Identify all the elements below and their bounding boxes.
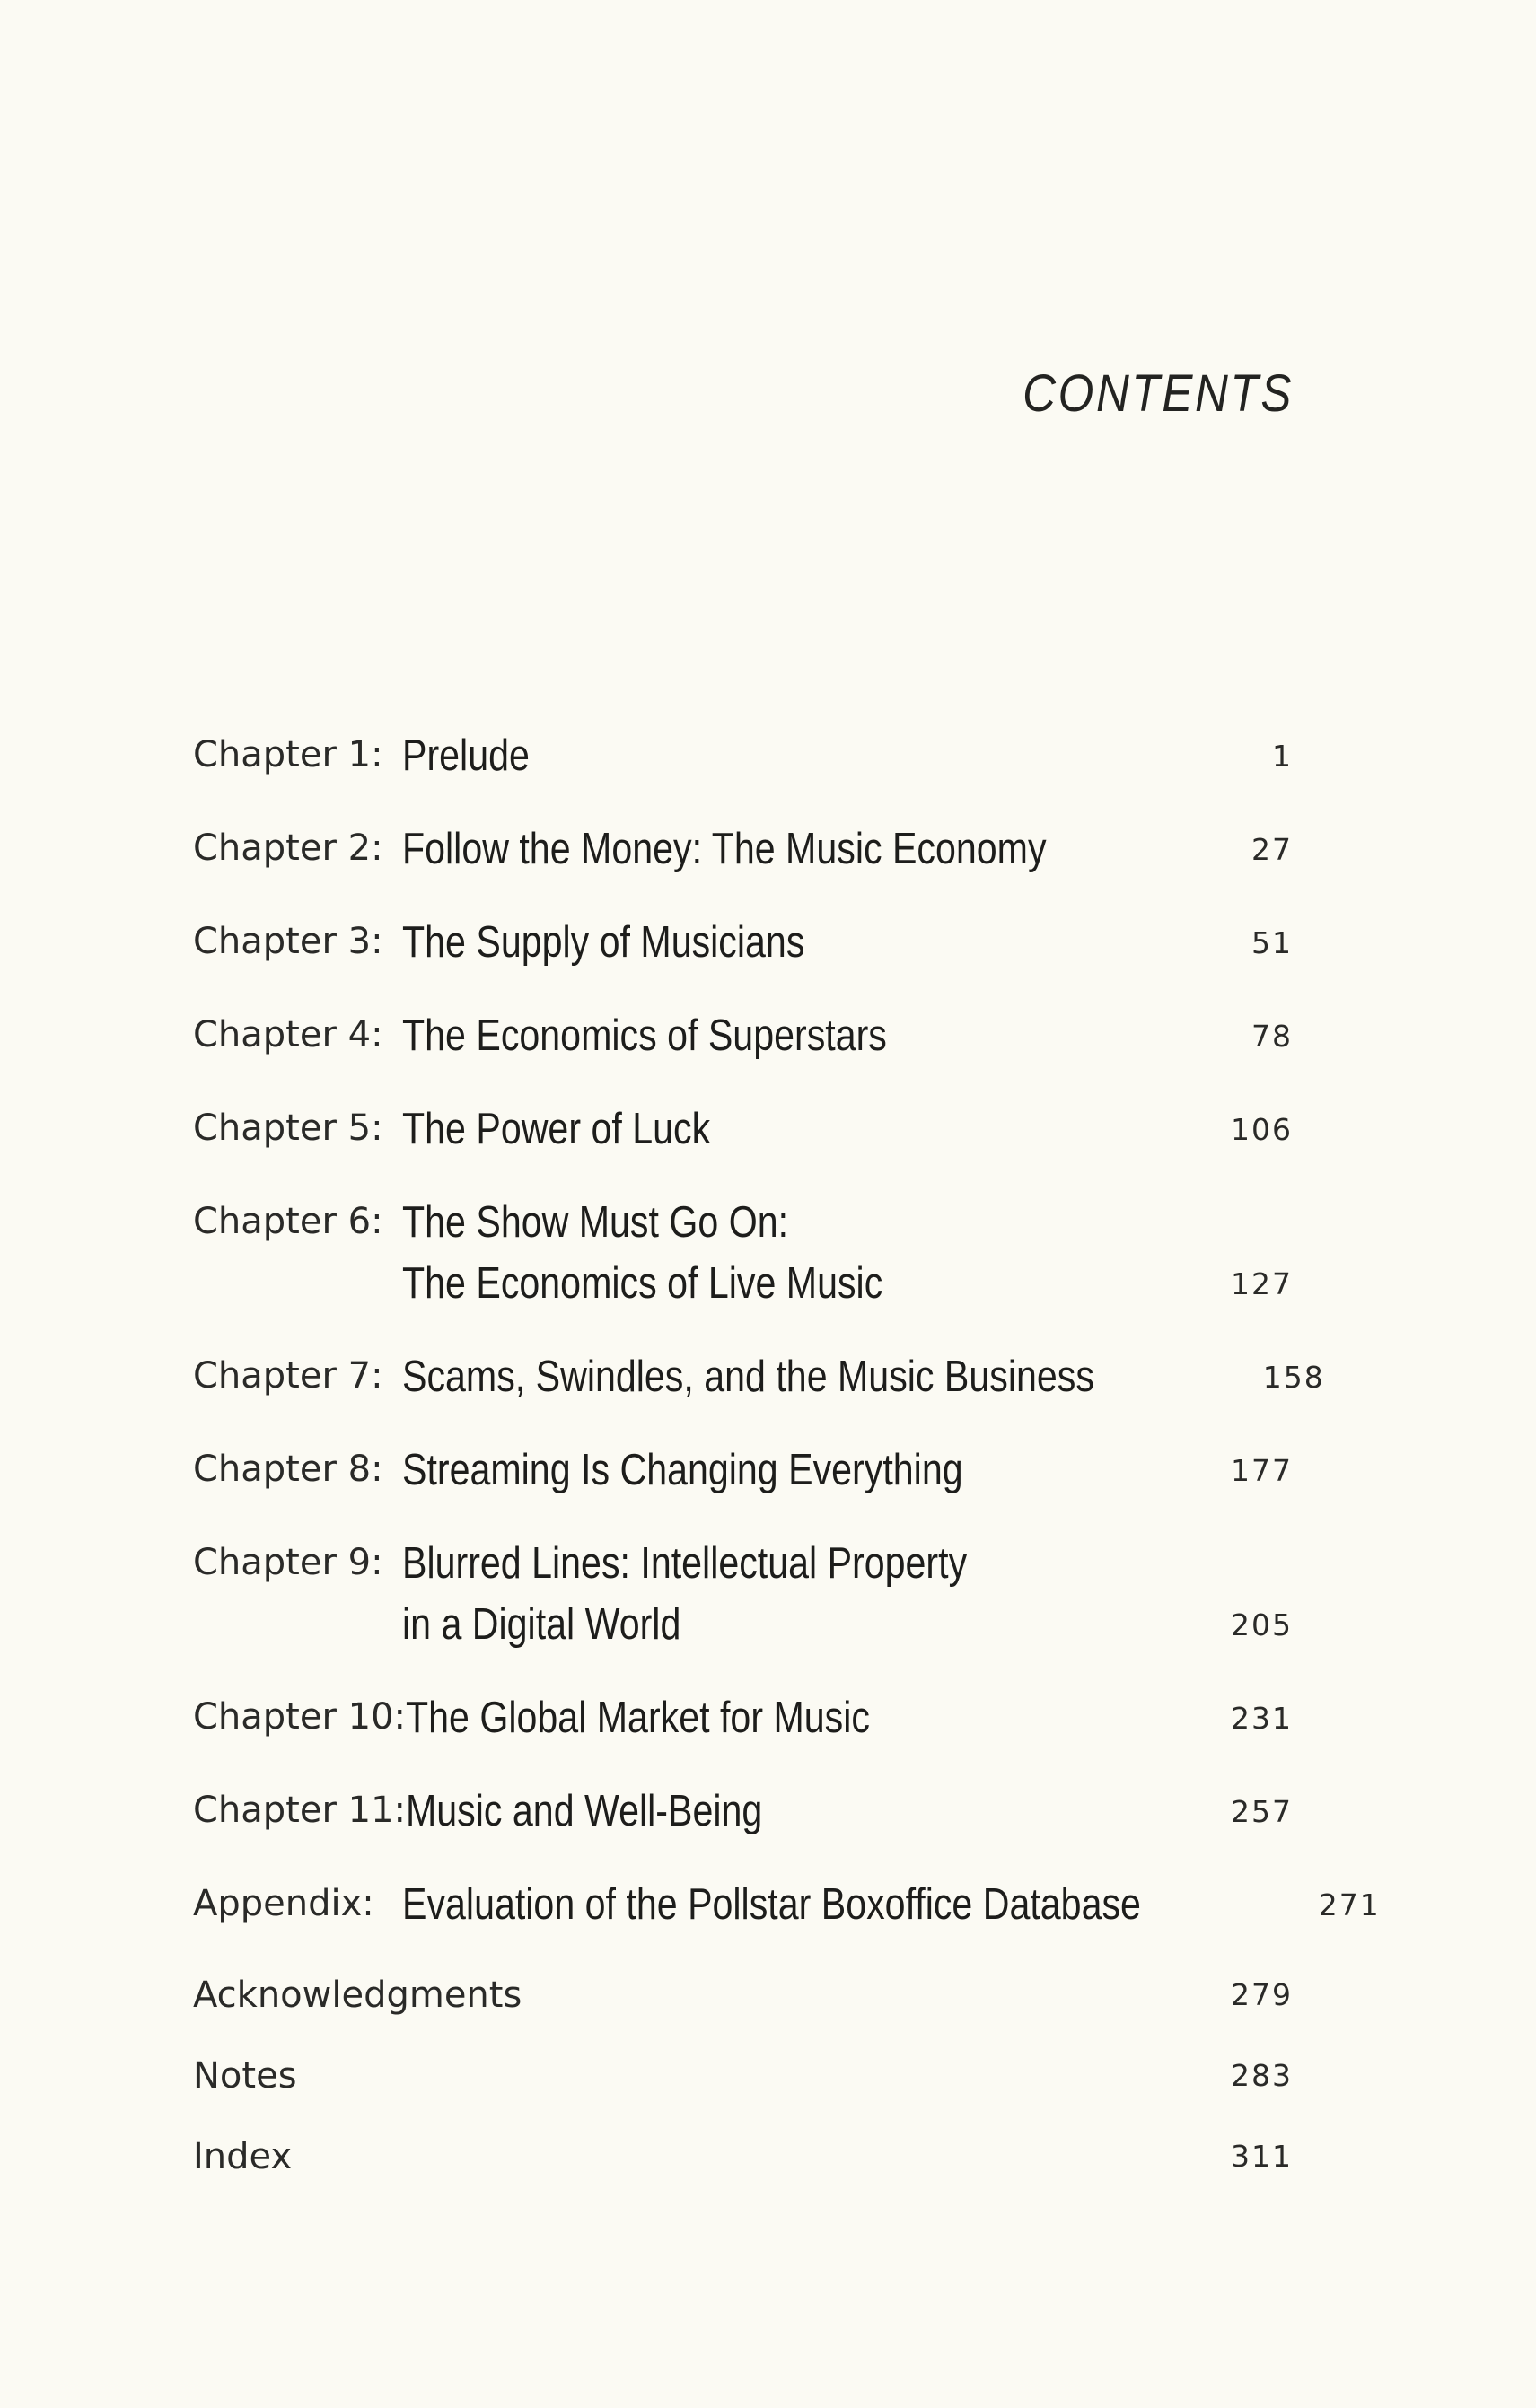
toc-entry-page-number: 158	[1262, 1360, 1325, 1395]
toc-entry-title-line: The Show Must Go On:	[402, 1198, 789, 1247]
toc-entry-page-number: 271	[1318, 1887, 1381, 1922]
toc-entry	[193, 1781, 1293, 1842]
toc-entry-title-line: in a Digital World	[402, 1600, 681, 1649]
toc-entry-title	[402, 1533, 1067, 1655]
toc-entry-title	[406, 1781, 1068, 1842]
toc-entry-title	[402, 1192, 1067, 1314]
toc-entry-label: Chapter 9:	[193, 1542, 383, 1583]
toc-entry-title-line: The Global Market for Music	[406, 1694, 870, 1742]
toc-entry-label: Chapter 7:	[193, 1355, 383, 1397]
toc-entry	[193, 2048, 1293, 2106]
toc-entry-title-line: Follow the Money: The Music Economy	[402, 825, 1047, 873]
toc-entry-page-number: 27	[1251, 832, 1293, 867]
toc-entry-title	[402, 1099, 1067, 1160]
toc-entry-page-number: 283	[1231, 2058, 1293, 2093]
toc-entry-label: Chapter 8:	[193, 1449, 383, 1490]
table-of-contents	[193, 725, 1381, 2210]
toc-entry-label: Appendix:	[193, 1883, 374, 1924]
toc-entry-page-number: 231	[1231, 1701, 1293, 1736]
toc-entry	[193, 2129, 1293, 2186]
toc-entry	[193, 1874, 1381, 1935]
toc-entry-title-line: The Supply of Musicians	[402, 918, 805, 967]
toc-entry	[193, 1687, 1293, 1748]
toc-entry	[193, 1440, 1293, 1501]
toc-entry-page-number: 279	[1231, 1977, 1293, 2012]
toc-entry-title-line: Prelude	[402, 731, 530, 780]
toc-entry-page-number: 257	[1231, 1794, 1293, 1829]
toc-entry	[193, 1005, 1293, 1066]
toc-entry-label: Chapter 11:	[193, 1790, 407, 1831]
toc-entry-page-number: 177	[1231, 1453, 1293, 1488]
toc-entry	[193, 912, 1293, 973]
toc-entry-label: Chapter 4:	[193, 1014, 383, 1055]
toc-entry-label: Index	[193, 2136, 293, 2177]
toc-entry-title-line: Streaming Is Changing Everything	[402, 1446, 963, 1494]
toc-entry-label: Chapter 1:	[193, 734, 383, 775]
toc-entry-page-number: 127	[1231, 1266, 1293, 1301]
toc-entry-label: Acknowledgments	[193, 1975, 522, 2016]
toc-entry	[193, 1533, 1293, 1655]
toc-entry-page-number: 51	[1251, 925, 1293, 960]
toc-entry-title-line: Scams, Swindles, and the Music Business	[402, 1353, 1094, 1401]
toc-entry-title	[402, 725, 1067, 786]
toc-entry-page-number: 311	[1231, 2139, 1293, 2174]
toc-entry-label: Chapter 5:	[193, 1108, 383, 1149]
toc-entry-page-number: 205	[1231, 1607, 1293, 1642]
toc-entry-label: Chapter 10:	[193, 1696, 407, 1738]
contents-heading: CONTENTS	[1023, 364, 1294, 423]
toc-entry	[193, 725, 1293, 786]
toc-entry	[193, 1099, 1293, 1160]
toc-entry-label: Chapter 2:	[193, 827, 383, 869]
toc-entry-label: Chapter 3:	[193, 921, 383, 962]
toc-entry-page-number: 106	[1231, 1112, 1293, 1147]
toc-entry-title	[402, 1346, 1094, 1407]
toc-entry-title	[402, 1874, 1141, 1935]
toc-entry-label: Notes	[193, 2055, 297, 2097]
toc-entry-title	[402, 819, 1067, 880]
toc-entry	[193, 1967, 1293, 2025]
toc-entry-label: Chapter 6:	[193, 1201, 383, 1242]
toc-entry-title-line: The Power of Luck	[402, 1105, 711, 1153]
toc-entry-title-line: The Economics of Live Music	[402, 1259, 883, 1308]
toc-entry-title	[406, 1687, 1068, 1748]
toc-entry	[193, 819, 1293, 880]
toc-entry-title-line: Music and Well-Being	[406, 1787, 763, 1835]
toc-entry-title	[402, 1005, 1067, 1066]
toc-entry-title-line: Blurred Lines: Intellectual Property	[402, 1539, 968, 1588]
toc-entry-title-line: Evaluation of the Pollstar Boxoffice Database	[402, 1880, 1141, 1929]
toc-entry-title	[402, 1440, 1067, 1501]
toc-entry	[193, 1346, 1325, 1407]
toc-entry-title-line: The Economics of Superstars	[402, 1011, 887, 1060]
toc-entry-page-number: 1	[1272, 739, 1293, 774]
toc-entry	[193, 1192, 1293, 1314]
toc-entry-title	[402, 912, 1067, 973]
toc-entry-page-number: 78	[1251, 1019, 1293, 1054]
